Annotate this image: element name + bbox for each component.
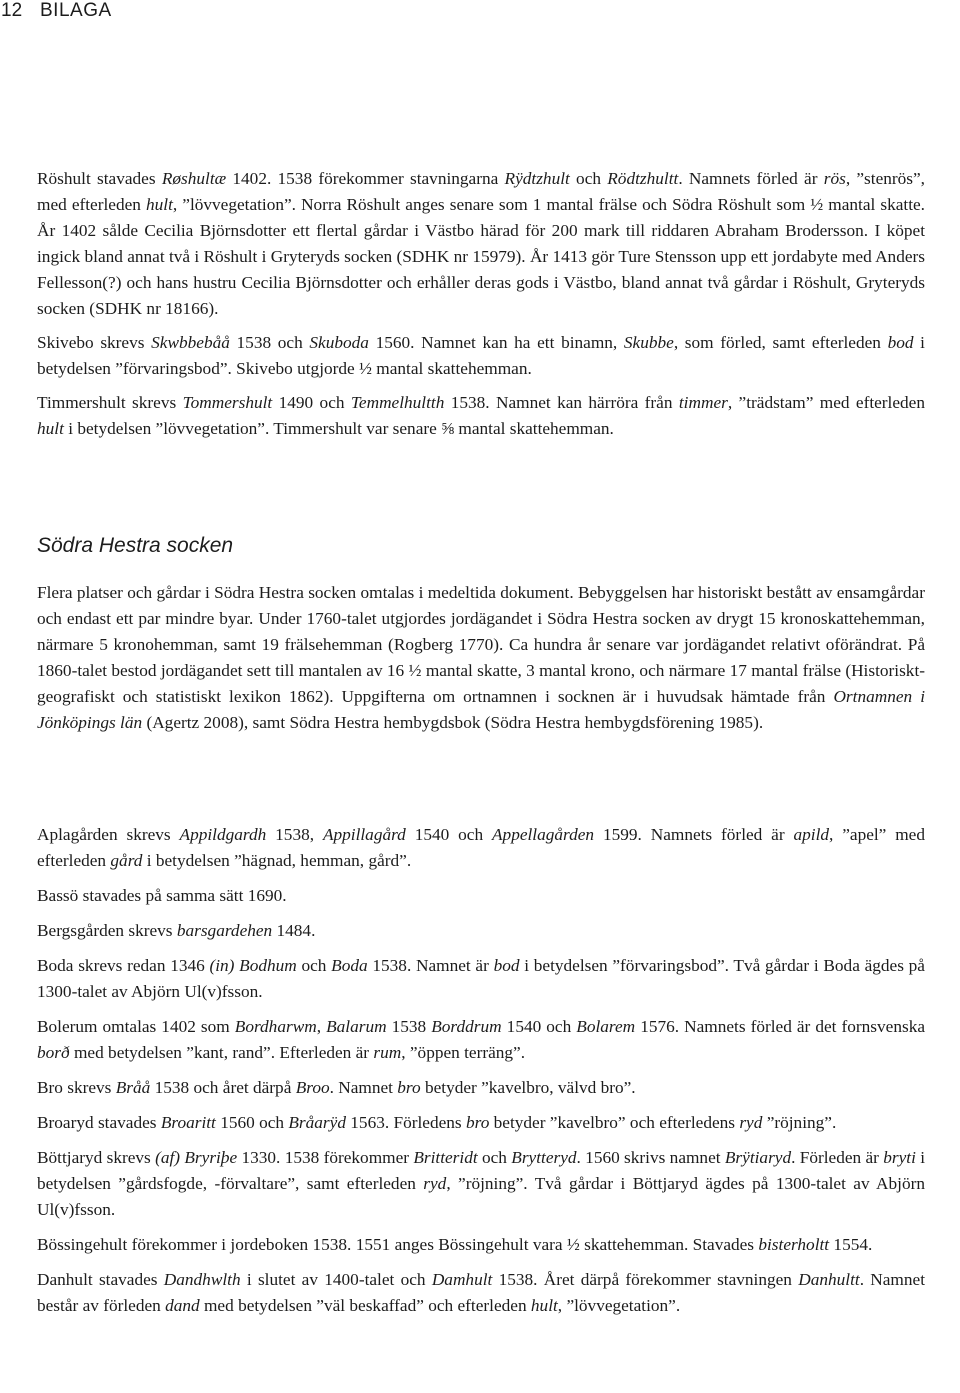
entry-bossingehult [37,1232,925,1258]
italic-term: apild [793,825,830,844]
text-run: i betydelsen ”förvaringsbod”. Två gårdar i Boda ägdes på 1300-talet av Abjörn Ul(v)fsson. [37,956,925,1001]
text-run: Bro skrevs [37,1078,116,1097]
intro-text-block [37,166,925,442]
text-run: i betydelsen ”förvaringsbod”. Skivebo utgjorde ½ mantal skattehemman. [37,333,925,378]
italic-term: Temmelhultth [350,393,445,412]
italic-term: Bolarem [576,1017,636,1036]
italic-term: Røshultæ [161,169,227,188]
italic-term: hult [37,419,64,438]
italic-term: borð [37,1043,70,1062]
text-run: med betydelsen ”väl beskaffad” och efterleden [199,1296,531,1315]
text-run: ”röjning”. [762,1113,837,1132]
section-label: BILAGA [40,0,112,21]
entry-basso [37,883,925,909]
text-run: 1554. [829,1235,873,1254]
page-header [0,0,300,24]
italic-term: Broo [295,1078,330,1097]
place-name-entries [37,822,925,1319]
italic-term: ryd [739,1113,763,1132]
text-run: , som förled, samt efterleden [673,333,888,352]
text-run: 1538. Namnet är [367,956,494,975]
text-run: 1538, [266,825,323,844]
text-run: , ”lövvegetation”. Norra Röshult anges senare som 1 mantal frälse och Södra Röshult som ½ mantal skatte. År 1402 sålde Cecilia Björnsdotter ett flertal gårdar i Västbo härad för 200 mark till riddaren Abraham Brodersson. I köpet ingick bland annat två i Röshult i Gryteryds socken (SDHK nr 15979). År 1413 gör Ture Stensson upp ett jordabyte med Anders Fellesson(?) och hans hustru Cecilia Björnsdotter och erhåller deras gods i Västbo, bland annat två gårdar i Röshult, Gryteryds socken (SDHK nr 18166). [37,195,925,318]
text-run: 1484. [272,921,316,940]
text-run: , ”lövvegetation”. [557,1296,681,1315]
italic-term: Brytteryd [511,1148,577,1167]
italic-term: hult [145,195,173,214]
paragraph-timmershult [37,390,925,442]
text-run: 1560 och [215,1113,289,1132]
italic-term: Bråarÿd [288,1113,346,1132]
italic-term: Danhultt [798,1270,860,1289]
italic-term: Bråå [115,1078,151,1097]
paragraph-skivebo [37,330,925,382]
italic-term: Boda [331,956,368,975]
text-run: . Förleden är [791,1148,884,1167]
italic-term: bryti [883,1148,916,1167]
italic-term: barsgardehen [176,921,273,940]
text-run: 1490 och [272,393,351,412]
italic-term: bro [397,1078,421,1097]
text-run: med betydelsen ”kant, rand”. Efterleden är [69,1043,374,1062]
text-run: 1538. Året därpå förekommer stavningen [492,1270,799,1289]
text-run: Bergsgården skrevs [37,921,177,940]
italic-term: Ortnamnen i Jönköpings län [37,687,925,732]
text-run: Flera platser och gårdar i Södra Hestra socken omtalas i medeltida dokument. Bebyggelsen har historiskt bestått av ensamgårdar och endast ett par mindre byar. Under 1760-talet utgjordes jordägandet i Södra Hestra socken av drygt 15 kronoskattehemman, närmare 5 kronohemman, samt 19 frälsehemman (Rogberg 1770). Ca hundra år senare var jordägandet relativt oförändrat. På 1860-talet bestod jordägandet sett till mantalen av 16 ½ mantal skatte, 3 mantal krono, och närmare 17 mantal frälse (Historiskt-geografiskt och statistiskt lexikon 1862). Uppgifterna om ortnamnen i socknen är i huvudsak hämtade från [37,583,925,706]
text-run: 1402. 1538 förekommer stavningarna [226,169,505,188]
text-run: och [296,956,332,975]
italic-term: Skwbbebåå [151,333,230,352]
text-run: betyder ”kavelbro, välvd bro”. [420,1078,636,1097]
italic-term: ryd [423,1174,447,1193]
text-run: 1599. Namnets förled är [594,825,794,844]
text-run: Bössingehult förekommer i jordeboken 1538. 1551 anges Bössingehult vara ½ skattehemman. Stavades [37,1235,759,1254]
entry-bergsgarden [37,918,925,944]
italic-term: (in) Bodhum [209,956,297,975]
text-run: , ”apel” med efterleden [37,825,925,870]
text-run: i betydelsen ”lövvegetation”. Timmershult var senare ⅝ mantal skattehemman. [63,419,614,438]
italic-term: Dandhwlth [163,1270,241,1289]
text-run: 1538 [386,1017,432,1036]
italic-term: dand [165,1296,200,1315]
text-run: Bassö stavades på samma sätt 1690. [37,886,287,905]
entry-aplagarden [37,822,925,874]
entry-danhult [37,1267,925,1319]
italic-term: Balarum [326,1017,387,1036]
text-run: . Namnet består av förleden [37,1270,925,1315]
parish-intro-block [37,580,925,736]
text-run: Boda skrevs redan 1346 [37,956,210,975]
text-run: , ”trädstam” med efterleden [727,393,925,412]
section-heading: Södra Hestra socken [37,534,234,557]
text-run: . 1560 skrivs namnet [576,1148,725,1167]
text-run: 1540 och [405,825,492,844]
italic-term: Britteridt [413,1148,478,1167]
text-run: 1563. Förledens [345,1113,466,1132]
italic-term: Appildgardh [179,825,267,844]
text-run: och [477,1148,512,1167]
italic-term: gård [110,851,143,870]
text-run: , ”stenrös”, med efterleden [37,169,925,214]
text-run: 1576. Namnets förled är det fornsvenska [635,1017,926,1036]
text-run: betyder ”kavelbro” och efterledens [489,1113,740,1132]
text-run: 1330. 1538 förekommer [237,1148,414,1167]
text-run: (Agertz 2008), samt Södra Hestra hembygdsbok (Södra Hestra hembygdsförening 1985). [142,713,764,732]
text-run: . Namnets förled är [678,169,824,188]
italic-term: (af) Bryriþe [155,1148,238,1167]
italic-term: Rödtzhultt [607,169,679,188]
entry-bottjaryd [37,1145,925,1223]
text-run: , ”öppen terräng”. [401,1043,526,1062]
text-run: i betydelsen ”gårdsfogde, -förvaltare”, samt efterleden [37,1148,926,1193]
text-run: Bolerum omtalas 1402 som [37,1017,235,1036]
text-run: Röshult stavades [37,169,162,188]
italic-term: Broaritt [160,1113,216,1132]
entry-bro [37,1075,925,1101]
text-run: Broaryd stavades [37,1113,161,1132]
italic-term: Rÿdtzhult [504,169,570,188]
entry-boda [37,953,925,1005]
italic-term: rum [373,1043,402,1062]
italic-term: hult [530,1296,558,1315]
text-run: 1540 och [501,1017,577,1036]
italic-term: Skuboda [309,333,369,352]
text-run: , [316,1017,327,1036]
text-run: Skivebo skrevs [37,333,152,352]
italic-term: Brÿtiaryd [724,1148,792,1167]
italic-term: Tommershult [182,393,273,412]
italic-term: bisterholtt [758,1235,830,1254]
text-run: . Namnet [329,1078,398,1097]
italic-term: rös [823,169,846,188]
italic-term: Bordharwm [234,1017,317,1036]
text-run: 1560. Namnet kan ha ett binamn, [368,333,624,352]
text-run: 1538 och året därpå [150,1078,296,1097]
entry-broaryd [37,1110,925,1136]
text-run: Böttjaryd skrevs [37,1148,156,1167]
paragraph-roshult [37,166,925,322]
italic-term: Skubbe [623,333,674,352]
italic-term: bod [887,333,914,352]
text-run: , ”röjning”. Två gårdar i Böttjaryd ägdes på 1300-talet av Abjörn Ul(v)fsson. [37,1174,926,1219]
entry-bolerum [37,1014,925,1066]
text-run: Danhult stavades [37,1270,164,1289]
text-run: och [569,169,608,188]
italic-term: Borddrum [431,1017,502,1036]
page-number: 12 [1,0,23,21]
italic-term: bro [465,1113,490,1132]
text-run: 1538. Namnet kan härröra från [444,393,679,412]
italic-term: Appellagården [492,825,595,844]
italic-term: timmer [678,393,728,412]
text-run: i slutet av 1400-talet och [240,1270,432,1289]
text-run: Timmershult skrevs [37,393,183,412]
text-run: Aplagården skrevs [37,825,180,844]
italic-term: Damhult [431,1270,493,1289]
italic-term: bod [493,956,520,975]
text-run: i betydelsen ”hägnad, hemman, gård”. [142,851,412,870]
italic-term: Appillagård [322,825,406,844]
text-run: 1538 och [229,333,310,352]
paragraph-parish-overview [37,580,925,736]
